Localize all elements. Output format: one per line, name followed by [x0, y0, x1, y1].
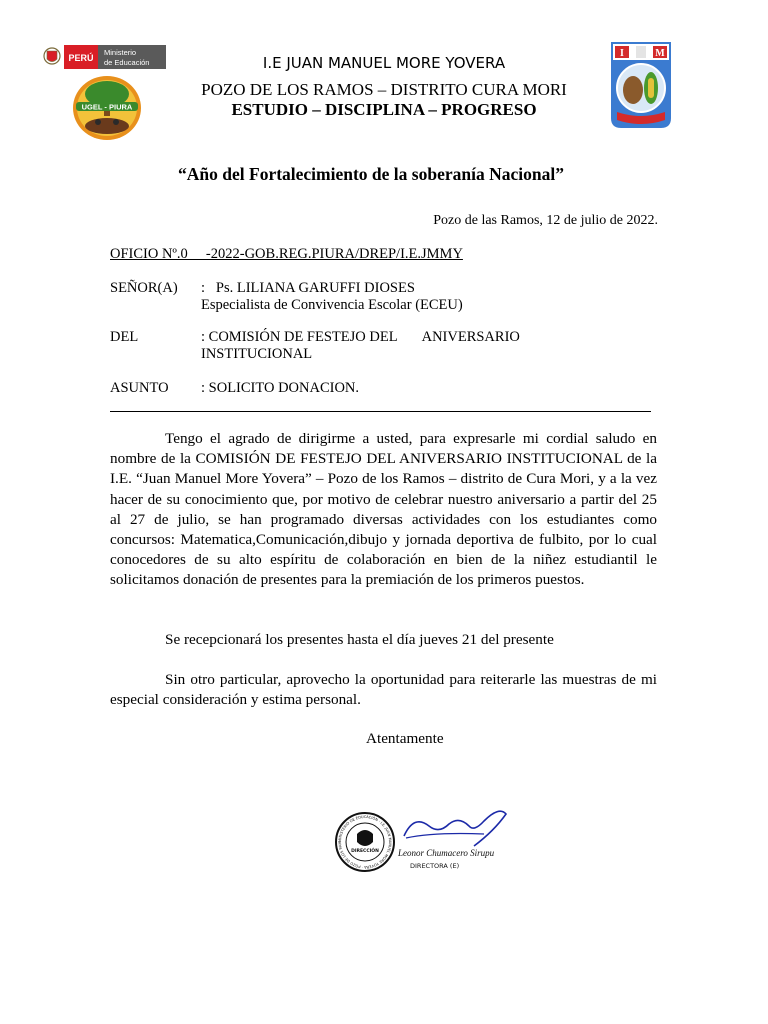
recipient-name: : Ps. LILIANA GARUFFI DIOSES: [201, 280, 415, 296]
recipient-position: Especialista de Convivencia Escolar (ECEU): [201, 297, 463, 313]
sender-line1: : COMISIÓN DE FESTEJO DEL ANIVERSARIO: [201, 329, 520, 345]
body-paragraph-2: Se recepcionará los presentes hasta el día jueves 21 del presente: [165, 631, 554, 648]
recipient-block: [201, 280, 463, 314]
ugel-text: UGEL - PIURA: [81, 102, 133, 112]
year-slogan: “Año del Fortalecimiento de la soberanía Nacional”: [178, 164, 564, 184]
body-paragraph-1: Tengo el agrado de dirigirme a usted, para expresarle mi cordial saludo en nombre de la COMISIÓN DE FESTEJO DEL ANIVERSARIO INSTITUCIONAL de la I.E. “Juan Manuel More Yovera” – Pozo de los Ramos – distrito de Cura Mori, y a la vez hacer de su conocimiento que, por motivo de celebrar nuestro aniversario a partir del 25 al 27 de julio, se han programado diversas actividades con los estudiantes como concursos: Matematica,Comunicación,dibujo y jornada deportiva de fulbito, por lo cual conocedores de su alto espíritu de colaboración en bien de la niñez estudiantil le solicitamos donación de presentes para la premiación de los primeros puestos.: [110, 430, 657, 589]
signer-name: Leonor Chumacero Sirupu: [398, 848, 495, 858]
closing-text: Atentamente: [366, 730, 444, 747]
subject-value: : SOLICITO DONACION.: [201, 380, 360, 396]
sender-label: DEL: [110, 329, 139, 345]
minedu-ministry-line1: Ministerio: [104, 48, 137, 57]
crest-letter-right: M: [655, 48, 665, 59]
minedu-country: PERÚ: [68, 53, 94, 63]
body-paragraph-3: Sin otro particular, aprovecho la oportunidad para reiterarle las muestras de mi especial consideración y estima personal.: [110, 671, 657, 709]
header-divider: [110, 411, 651, 412]
school-name: I.E JUAN MANUEL MORE YOVERA: [262, 54, 506, 72]
school-location: POZO DE LOS RAMOS – DISTRITO CURA MORI: [201, 80, 567, 99]
school-motto: ESTUDIO – DISCIPLINA – PROGRESO: [231, 100, 537, 119]
date-line: Pozo de las Ramos, 12 de julio de 2022.: [433, 213, 658, 228]
subject-label: ASUNTO: [110, 380, 169, 396]
signature-stamp: [334, 806, 514, 876]
stamp-ring-text: MINISTERIO DE EDUCACIÓN · I.E. JUAN MANUEL MORE YOVERA · POZO DE LOS RAM: [337, 814, 393, 870]
sender-block: [201, 329, 520, 363]
sender-line2: INSTITUCIONAL: [201, 346, 313, 362]
recipient-label: SEÑOR(A): [110, 280, 178, 296]
oficio-number: OFICIO Nº.0 -2022-GOB.REG.PIURA/DREP/I.E.JMMY: [110, 246, 463, 262]
stamp-center-text: DIRECCIÓN: [351, 849, 379, 854]
minedu-ministry-line2: de Educación: [104, 58, 150, 67]
crest-letter-left: I: [620, 48, 624, 59]
signer-title: DIRECTORA (E): [410, 862, 460, 870]
